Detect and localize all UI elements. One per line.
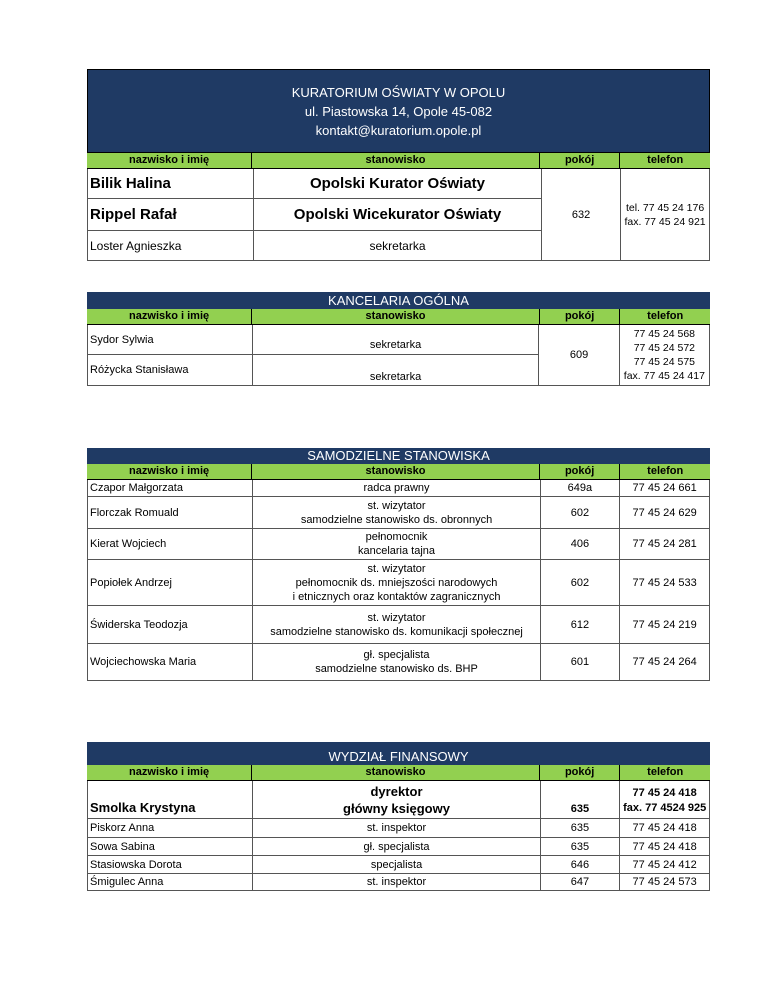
col-name: nazwisko i imię [129,766,210,778]
phone-number: 77 45 24 418 [619,838,709,855]
person-name: Florczak Romuald [90,506,179,519]
person-name: Sowa Sabina [90,840,155,853]
institution-email[interactable]: kontakt@kuratorium.opole.pl [315,122,482,138]
person-name: Kierat Wojciech [90,538,167,550]
position-detail: samodzielne stanowisko ds. obronnych [300,513,493,526]
col-name: nazwisko i imię [129,465,210,477]
col-phone: telefon [619,464,710,479]
phone-number: 77 45 24 412 [619,856,709,873]
person-name: Świderska Teodozja [90,618,188,631]
room-number: 635 [540,838,620,855]
col-phone: telefon [619,153,710,168]
person-position: Opolski Kurator Oświaty [253,169,541,198]
position-title: gł. specjalista [363,649,430,661]
fax-number: fax. 77 45 24 417 [623,370,705,382]
phone-cell [619,781,709,818]
phone-number: 77 45 24 568 [633,328,696,340]
person-name: Sydor Sylwia [88,325,252,355]
person-position [252,529,539,559]
col-name: nazwisko i imię [129,154,210,166]
phone-cell [620,169,709,260]
phone-cell [619,325,709,385]
room-number: 406 [540,529,620,559]
person-position [252,497,539,528]
phone-number: 77 45 24 418 [632,787,697,799]
person-name: Bilik Halina [90,175,171,192]
column-header-row [87,309,710,325]
section-title: SAMODZIELNE STANOWISKA [87,448,710,464]
kancelaria-table [87,325,710,386]
table-row [88,480,709,497]
phone-number: 77 45 24 418 [619,819,709,837]
room-cell [538,325,618,385]
phone-number: 77 45 24 575 [633,356,696,368]
phone-number: 77 45 24 533 [619,560,709,605]
col-position: stanowisko [251,153,539,168]
person-name: Rippel Rafał [90,206,177,223]
column-header-row [87,153,710,169]
person-name: Popiołek Andrzej [90,576,172,589]
institution-address: ul. Piastowska 14, Opole 45-082 [304,103,493,119]
room-number: 609 [569,349,589,361]
person-position [252,644,539,680]
kuratorium-table [87,169,710,261]
finansowy-table [87,781,710,891]
position-detail: samodzielne stanowisko ds. komunikacji społecznej [270,625,523,638]
position-detail: kancelaria tajna [357,545,436,557]
institution-name: KURATORIUM OŚWIATY W OPOLU [291,84,506,100]
person-position: specjalista [252,856,539,873]
table-row [88,781,709,819]
room-cell [541,169,620,260]
col-phone: telefon [619,309,710,324]
position-detail: pełnomocnik ds. mniejszości narodowych [295,576,498,589]
section-title: WYDZIAŁ FINANSOWY [87,742,710,765]
section-title: KANCELARIA OGÓLNA [87,292,710,309]
person-name: Stasiowska Dorota [90,858,182,871]
col-phone: telefon [619,765,710,780]
table-row [88,874,709,890]
table-row [88,819,709,838]
table-row [88,169,541,199]
position-detail: samodzielne stanowisko ds. BHP [315,663,478,675]
person-name: Czapor Małgorzata [90,482,183,494]
col-room: pokój [539,464,620,479]
table-row [88,497,709,529]
person-position: st. inspektor [252,874,539,890]
phone-number: 77 45 24 264 [619,644,709,680]
position-title: st. wizytator [367,499,426,512]
person-position: Opolski Wicekurator Oświaty [253,199,541,230]
samodzielne-section [87,448,710,681]
room-number: 632 [571,208,591,221]
person-position: st. inspektor [252,819,539,837]
person-name: Loster Agnieszka [90,238,182,253]
finansowy-section [87,742,710,891]
col-position: stanowisko [251,309,539,324]
room-number: 646 [540,856,620,873]
kuratorium-header [87,69,710,153]
kuratorium-section [87,69,710,261]
col-room: pokój [539,765,620,780]
col-room: pokój [539,309,620,324]
col-room: pokój [539,153,620,168]
table-row [88,560,709,606]
phone-number: 77 45 24 629 [619,497,709,528]
person-position: radca prawny [252,480,539,496]
room-number: 647 [540,874,620,890]
position-title: pełnomocnik [365,531,428,543]
phone-number: 77 45 24 573 [619,874,709,890]
person-name: Smolka Krystyna [90,800,196,815]
position-detail: i etnicznych oraz kontaktów zagranicznych [292,590,501,603]
room-number: 635 [540,819,620,837]
position-title: dyrektor [370,783,423,799]
position-detail: główny księgowy [343,800,450,816]
column-header-row [87,464,710,480]
position-title: st. wizytator [367,611,426,624]
person-position [252,560,539,605]
room-number: 602 [540,497,620,528]
table-row [88,856,709,874]
phone-number: tel. 77 45 24 176 [625,201,705,214]
room-number: 601 [540,644,620,680]
fax-number: fax. 77 45 24 921 [624,215,706,228]
person-name: Piskorz Anna [90,822,155,834]
col-position: stanowisko [251,464,539,479]
room-number: 649a [540,480,620,496]
person-name: Wojciechowska Maria [90,656,197,668]
table-row [88,231,541,260]
phone-number: 77 45 24 219 [619,606,709,643]
phone-number: 77 45 24 281 [619,529,709,559]
person-name: Różycka Stanisława [90,364,189,376]
person-position: sekretarka [253,231,541,260]
col-position: stanowisko [251,765,539,780]
person-position: gł. specjalista [252,838,539,855]
fax-number: fax. 77 4524 925 [623,802,707,814]
table-row [88,529,709,560]
room-number: 602 [540,560,620,605]
column-header-row [87,765,710,781]
kancelaria-section [87,292,710,386]
room-number: 635 [540,781,620,818]
table-row [88,838,709,856]
person-position: sekretarka [253,354,539,385]
position-title: st. wizytator [367,562,426,575]
person-name: Śmigulec Anna [90,876,164,888]
table-row [88,199,541,231]
phone-number: 77 45 24 661 [619,480,709,496]
col-name: nazwisko i imię [129,310,210,322]
table-row [88,606,709,644]
samodzielne-table [87,480,710,681]
room-number: 612 [540,606,620,643]
person-position [252,606,539,643]
phone-number: 77 45 24 572 [633,342,696,354]
person-position [252,781,539,818]
table-row [88,644,709,680]
person-position: sekretarka [369,339,422,351]
